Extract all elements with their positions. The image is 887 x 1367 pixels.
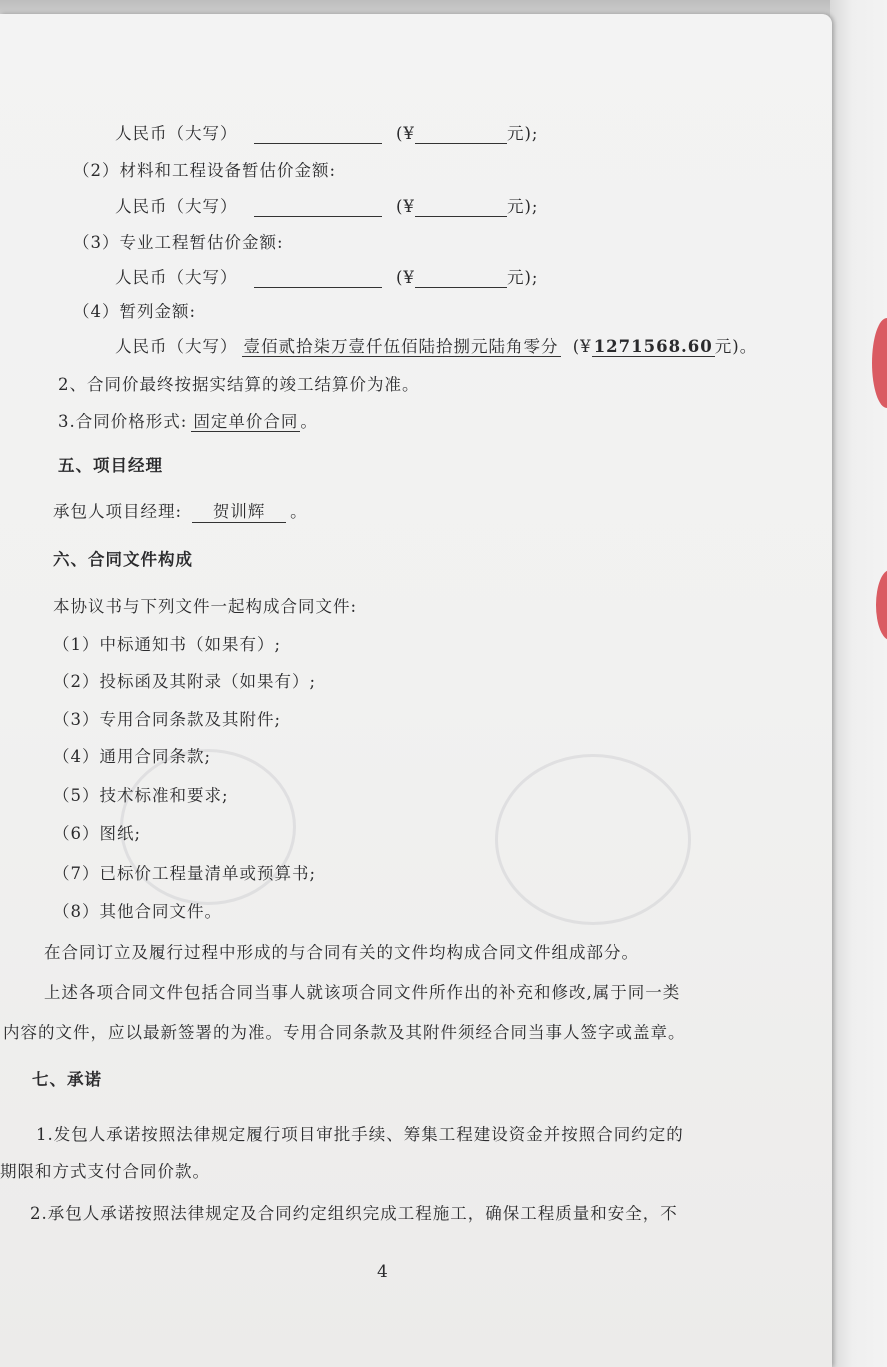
page-number: 4 (377, 1262, 388, 1282)
amount-figures: 1271568.60 (593, 337, 713, 356)
price-form-value: 固定单价合同 (193, 412, 299, 431)
price-line-4: （3）专业工程暂估价金额: (73, 233, 284, 252)
price-form-label: 3.合同价格形式: (58, 412, 188, 431)
section-6-para-1: 在合同订立及履行过程中形成的与合同有关的文件均构成合同文件组成部分。 (44, 943, 639, 962)
section-5-heading: 五、项目经理 (58, 456, 163, 475)
list-item: （2）投标函及其附录（如果有）; (53, 672, 317, 691)
amount-in-words: 壹佰贰拾柒万壹仟伍佰陆拾捌元陆角零分 (243, 337, 559, 356)
blank-field (254, 198, 382, 217)
manager-end: 。 (290, 502, 308, 521)
final-price-note: 2、合同价最终按据实结算的竣工结算价为准。 (58, 375, 420, 394)
yuan-close: 元)。 (714, 337, 758, 356)
yen-open: (¥ (396, 268, 415, 287)
yen-open: (¥ (396, 124, 415, 143)
price-line-3 (115, 193, 538, 217)
blank-field (415, 125, 507, 144)
manager-label: 承包人项目经理: (53, 502, 183, 521)
section-6-para-2-line-2: 内容的文件，应以最新签署的为准。专用合同条款及其附件须经合同当事人签字或盖章。 (3, 1023, 686, 1042)
list-item: （8）其他合同文件。 (53, 902, 222, 921)
rmb-label: 人民币（大写） (115, 337, 238, 356)
blank-field (254, 269, 382, 288)
section-6-para-2-line-1: 上述各项合同文件包括合同当事人就该项合同文件所作出的补充和修改,属于同一类 (44, 983, 681, 1002)
commitment-1-line-2: 期限和方式支付合同价款。 (0, 1162, 210, 1181)
list-item: （5）技术标准和要求; (53, 786, 229, 805)
yuan-close: 元); (506, 124, 539, 143)
list-item: （7）已标价工程量清单或预算书; (53, 864, 317, 883)
rmb-label: 人民币（大写） (115, 197, 238, 216)
section-6-intro: 本协议书与下列文件一起构成合同文件: (53, 597, 358, 616)
list-item: （6）图纸; (53, 824, 142, 843)
yen-open: (¥ (396, 197, 415, 216)
project-manager-line (53, 498, 308, 523)
list-item: （4）通用合同条款; (53, 747, 212, 766)
yen-open: (¥ (572, 337, 592, 356)
faint-stamp-right (495, 754, 691, 925)
commitment-1-line-1: 1.发包人承诺按照法律规定履行项目审批手续、筹集工程建设资金并按照合同约定的 (36, 1125, 684, 1144)
rmb-label: 人民币（大写） (115, 268, 238, 287)
commitment-2-line-1: 2.承包人承诺按照法律规定及合同约定组织完成工程施工，确保工程质量和安全，不 (30, 1204, 678, 1223)
price-line-7 (115, 333, 757, 357)
price-line-1 (115, 120, 538, 144)
contract-price-form (58, 408, 318, 432)
rmb-label: 人民币（大写） (115, 124, 238, 143)
blank-field (254, 125, 382, 144)
manager-name: 贺训辉 (192, 498, 286, 523)
price-line-6: （4）暂列金额: (73, 302, 197, 321)
yuan-close: 元); (506, 197, 539, 216)
list-item: （1）中标通知书（如果有）; (53, 635, 282, 654)
yuan-close: 元); (506, 268, 539, 287)
section-7-heading: 七、承诺 (32, 1070, 102, 1089)
list-item: （3）专用合同条款及其附件; (53, 710, 282, 729)
blank-field (415, 269, 507, 288)
price-line-2: （2）材料和工程设备暂估价金额: (73, 161, 337, 180)
price-line-5 (115, 264, 538, 288)
blank-field (415, 198, 507, 217)
section-6-heading: 六、合同文件构成 (53, 550, 193, 569)
price-form-end: 。 (300, 412, 318, 431)
background-right (830, 0, 887, 1367)
